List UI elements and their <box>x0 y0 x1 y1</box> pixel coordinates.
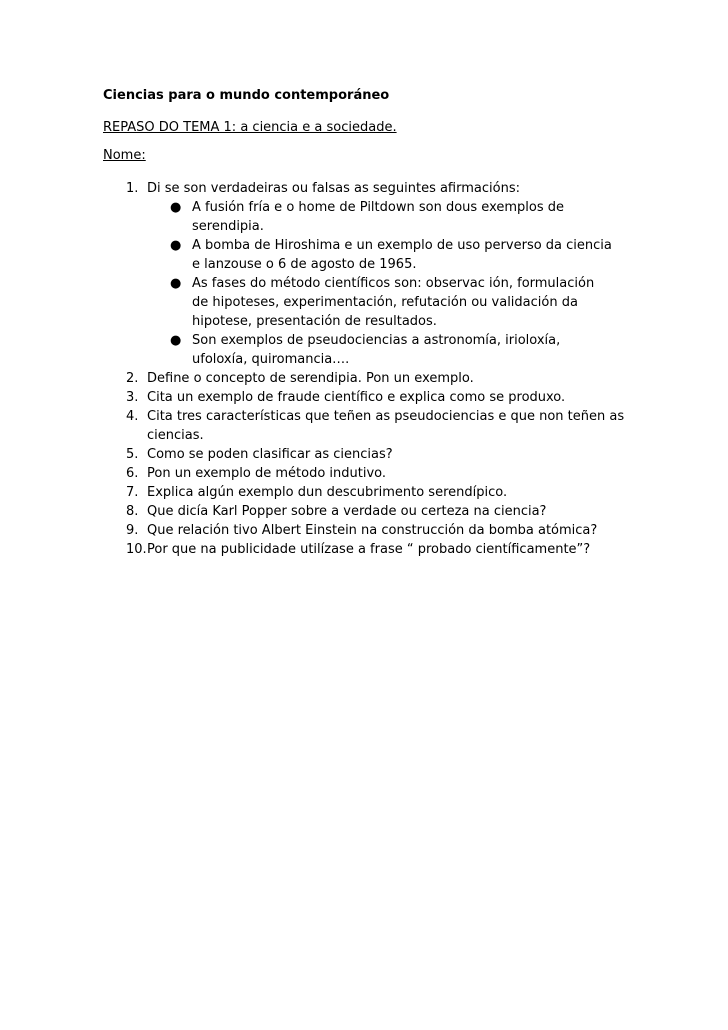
statement-item <box>0 236 728 274</box>
name-label: Nome: <box>103 148 146 163</box>
question-item <box>0 521 728 540</box>
question-item <box>0 388 728 407</box>
question-number: 3. <box>126 390 139 405</box>
statement-item <box>0 198 728 236</box>
statement-item <box>0 274 728 331</box>
question-text: Explica algún exemplo dun descubrimento serendípico. <box>147 485 508 500</box>
question-number: 9. <box>126 523 139 538</box>
question-text: Que dicía Karl Popper sobre a verdade ou certeza na ciencia? <box>147 504 547 519</box>
statement-text: A fusión fría e o home de Piltdown son dous exemplos de serendipia. <box>192 200 564 234</box>
bullet-icon: ● <box>170 276 182 291</box>
question-number: 5. <box>126 447 139 462</box>
question-item <box>0 445 728 464</box>
bullet-icon: ● <box>170 200 182 215</box>
document-title: Ciencias para o mundo contemporáneo <box>103 88 390 103</box>
statement-text: As fases do método científicos son: observac ión, formulación de hipoteses, experimentación, refutación ou validación da hipotese, presentación de resultados. <box>192 276 595 329</box>
bullet-icon: ● <box>170 238 182 253</box>
statements-list <box>0 198 728 369</box>
question-text: Cita tres características que teñen as pseudociencias e que non teñen as ciencias. <box>147 409 625 443</box>
statement-text: A bomba de Hiroshima e un exemplo de uso perverso da ciencia e lanzouse o 6 de agosto de 1965. <box>192 238 612 272</box>
bullet-icon: ● <box>170 333 182 348</box>
question-text: Por que na publicidade utilízase a frase “ probado científicamente”? <box>147 542 591 557</box>
question-item <box>0 369 728 388</box>
question-number: 4. <box>126 409 139 424</box>
question-number: 6. <box>126 466 139 481</box>
question-item <box>0 179 728 369</box>
question-item <box>0 502 728 521</box>
question-item <box>0 464 728 483</box>
question-number: 2. <box>126 371 139 386</box>
questions-list <box>0 179 728 559</box>
question-text: Como se poden clasificar as ciencias? <box>147 447 393 462</box>
statement-item <box>0 331 728 369</box>
question-text: Pon un exemplo de método indutivo. <box>147 466 387 481</box>
question-item <box>0 483 728 502</box>
document-subtitle: REPASO DO TEMA 1: a ciencia e a sociedade. <box>103 120 397 135</box>
question-number: 1. <box>126 181 139 196</box>
question-text: Cita un exemplo de fraude científico e explica como se produxo. <box>147 390 566 405</box>
question-number: 10. <box>126 542 147 557</box>
question-item <box>0 540 728 559</box>
question-text: Di se son verdadeiras ou falsas as seguintes afirmacións: <box>147 181 520 196</box>
question-text: Define o concepto de serendipia. Pon un exemplo. <box>147 371 474 386</box>
question-number: 7. <box>126 485 139 500</box>
question-number: 8. <box>126 504 139 519</box>
question-item <box>0 407 728 445</box>
statement-text: Son exemplos de pseudociencias a astronomía, irioloxía, ufoloxía, quiromancia…. <box>192 333 561 367</box>
question-text: Que relación tivo Albert Einstein na construcción da bomba atómica? <box>147 523 598 538</box>
